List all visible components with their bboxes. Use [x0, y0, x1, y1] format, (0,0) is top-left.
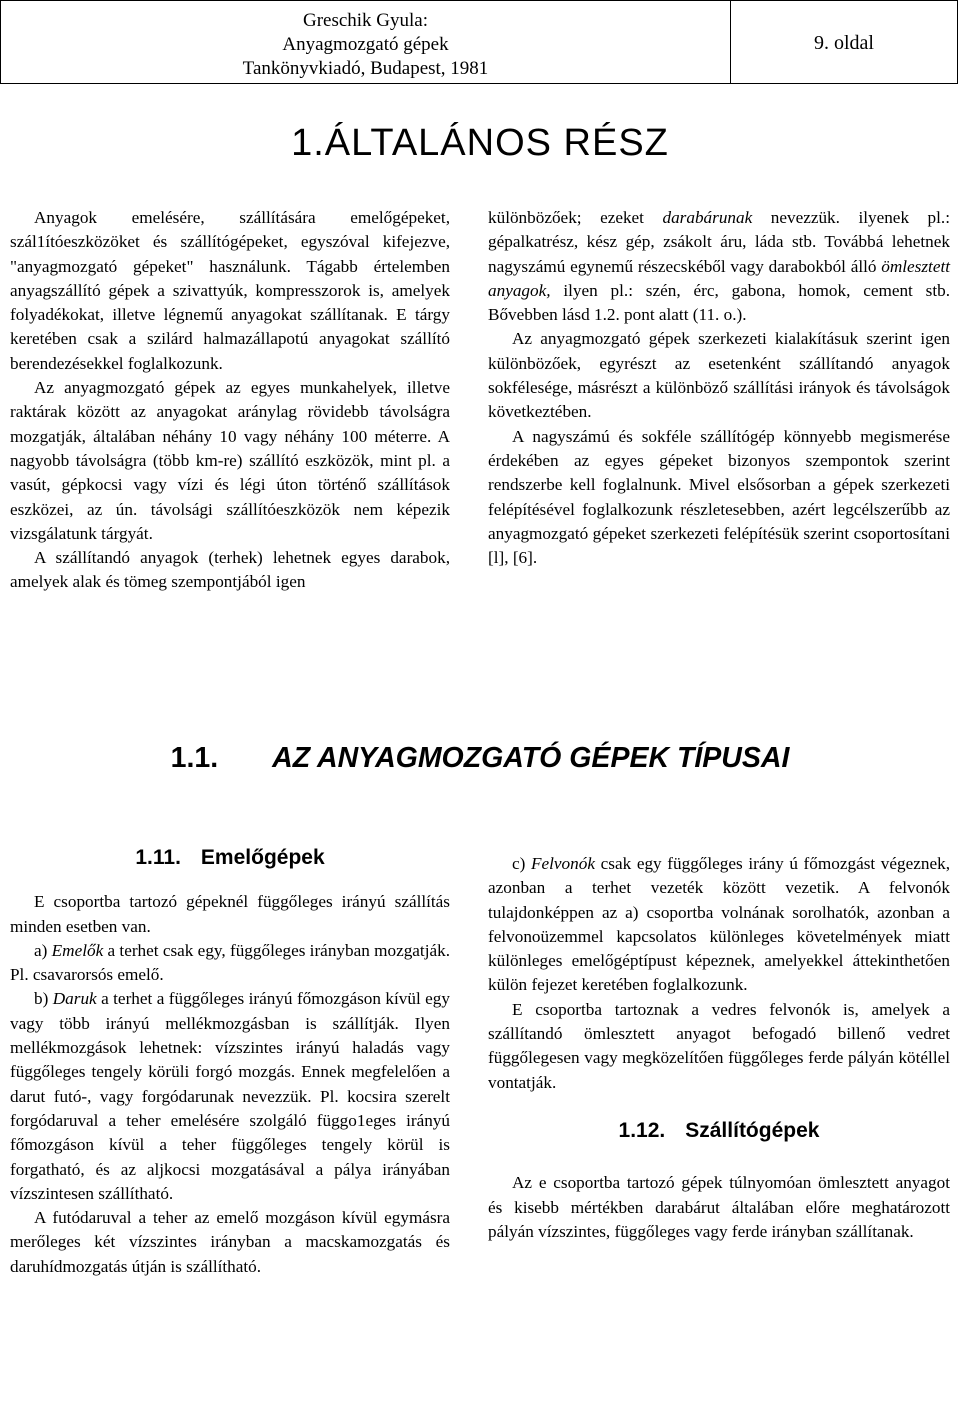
paragraph [10, 987, 450, 1206]
text-run: csak egy függőleges irány ú főmozgást végeznek, azonban a terhet vezeték között vezetik. A felvonók tulajdonképpen az a) csoportba volnának sorolhatók, azonban a felvonoüzemmel kapcsolatos különleges követelmények miatt különleges emelőgéptípust képeznek, amelyekkel áttekinthetően külön fejezet keretében foglalkozunk. [488, 854, 950, 995]
paragraph: A futódaruval a teher az emelő mozgáson kívül egymásra merőleges két vízszintes irányban a macskamozgatás és daruhídmozgatás útján is szállítható. [10, 1208, 450, 1276]
paragraph: Az anyagmozgató gépek szerkezeti kialakításuk szerint igen különbözőek, egyrészt az esetenként szállítandó anyagok sokfélesége, másrészt a különböző szállítási irányok és távolságok következtében. [488, 329, 950, 422]
paragraph: Anyagok emelésére, szállítására emelőgépeket, szál1ítóeszközöket és szállítógépeket, egyszóval kifejezve, "anyagmozgató gépeket" használunk. Tágabb értelemben anyagszállító gépek a szivattyúk, kompresszorok is, amelyek folyadékokat, illetve légnemű anyagokat szállítanak. E tárgy keretében csak a szilárd halmazállapotú anyagokat szállító berendezésekkel foglalkozunk. [10, 208, 450, 373]
section-number: 1.1. [170, 742, 219, 774]
header-publisher: Tankönyvkiadó, Budapest, 1981 [242, 58, 489, 79]
header-citation [1, 1, 731, 83]
paragraph: E csoportba tartoznak a vedres felvonók is, amelyek a szállítandó ömlesztett anyagot befogadó billenő vedret függőlegesen vagy megközelítően függőleges ferde pályán kötéllel vontatják. [488, 999, 950, 1092]
paragraph: Az anyagmozgató gépek az egyes munkahelyek, illetve raktárak között az anyagokat aránylag rövidebb távolságra mozgatják, általában néhány 10 vagy néhány 100 méterre. A nagyobb távolságra (több km-re) szállító eszközök, mint pl. a vasút, gépkocsi vagy vízi és légi úton történő szállítások eszközei, az ún. távolsági szállítóeszközök nem képezik vizsgálatunk tárgyát. [10, 378, 450, 543]
column-left-top [10, 206, 450, 595]
header-page-number: 9. oldal [814, 32, 874, 54]
paragraph [488, 852, 950, 998]
italic-term: Emelők [51, 940, 104, 960]
chapter-title: 1.ÁLTALÁNOS RÉSZ [291, 122, 669, 164]
italic-term: ömlesztett anyagok, [488, 256, 950, 300]
text-run: ilyen pl.: szén, érc, gabona, homok, cement stb. Bővebben lásd 1.2. pont alatt (11. o.). [488, 280, 950, 325]
column-left-bottom [10, 846, 450, 1279]
italic-term: Felvonók [531, 854, 595, 873]
subsection-number: 1.11. [135, 846, 181, 869]
column-right-bottom [488, 852, 950, 1244]
text-run: a terhet a függőleges irányú főmozgáson kívül egy vagy több irányú mellékmozgásban is szállítják. Ilyen mellékmozgások lehetnek: vízszintes irányú haladás vagy függőleges tengely körüli forgó mozgás. Ennek megfelelően a darut futó-, vagy forgódarunak nevezzük. Pl. kocsira szerelt forgódaruval a teher emelésére szolgáló függo1eges irányú főmozgáson kívül a teher függőleges tengely körül is forgatható, és az aljkocsi mozgatásával a pálya irányában vízszintesen szállítható. [10, 989, 450, 1203]
text-run: a) [34, 940, 52, 960]
subsection-title: Emelőgépek [200, 846, 325, 869]
section-heading [0, 742, 960, 775]
text-run: b) [34, 989, 53, 1009]
paragraph [488, 206, 950, 327]
subsection-heading [488, 1119, 950, 1143]
column-right-top [488, 206, 950, 570]
subsection-heading [10, 846, 450, 870]
italic-term: Daruk [52, 989, 97, 1009]
paragraph: E csoportba tartozó gépeknél függőleges irányú szállítás minden esetben van. [10, 892, 450, 936]
text-run: a terhet csak egy, függőleges irányban mozgatják. Pl. csavarorsós emelő. [10, 940, 450, 985]
text-run: c) [512, 854, 532, 873]
header-book-title: Anyagmozgató gépek [282, 34, 449, 55]
paragraph [10, 939, 450, 988]
section-title: AZ ANYAGMOZGATÓ GÉPEK TÍPUSAI [272, 742, 790, 774]
paragraph: A szállítandó anyagok (terhek) lehetnek egyes darabok, amelyek alak és tömeg szempontjából igen [10, 548, 450, 592]
subsection-number: 1.12. [618, 1118, 666, 1142]
paragraph: A nagyszámú és sokféle szállítógép könnyebb megismerése érdekében az egyes gépeket bizonyos szempontok szerint rendszerbe kell foglalnunk. Mivel elsősorban a gépek szerkezeti felépítésével foglalkozunk részletesebben, azért legcélszerűbb az anyagmozgató gépeket szerkezeti felépítésük szerint csoportosítani [l], [6]. [488, 426, 950, 568]
paragraph: Az e csoportba tartozó gépek túlnyomóan ömlesztett anyagot és kisebb mértékben darabárut általában előre meghatározott pályán vízszintes, függőleges vagy ferde irányban szállítanak. [488, 1173, 950, 1241]
italic-term: darabárunak [662, 208, 753, 227]
text-run: nevezzük. ilyenek pl.: gépalkatrész, kész gép, zsákolt áru, láda stb. Továbbá lehetnek nagyszámú egynemű részecskéből vagy darabokból álló [488, 208, 950, 276]
text-run: különbözőek; ezeket [488, 208, 663, 227]
subsection-title: Szállítógépek [685, 1118, 820, 1142]
page-header [0, 0, 958, 84]
header-author: Greschik Gyula: [302, 10, 429, 31]
